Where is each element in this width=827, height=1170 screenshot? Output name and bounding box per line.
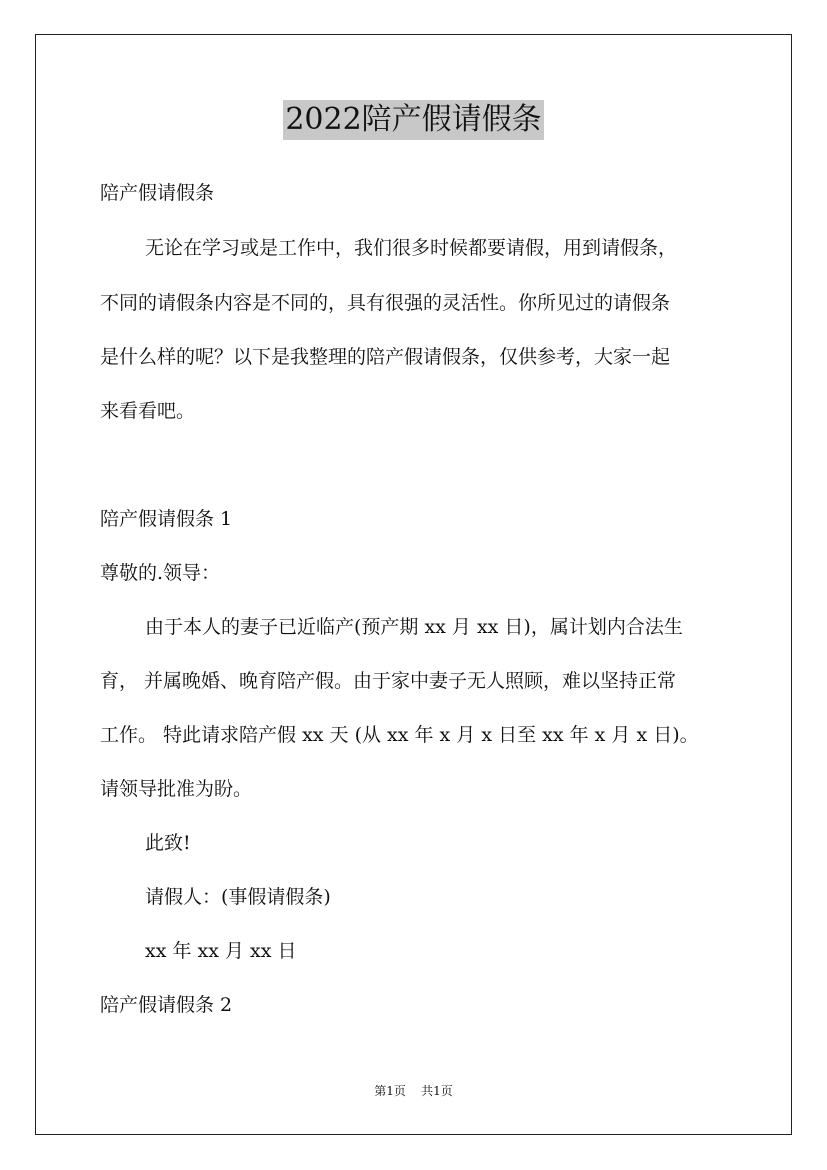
- closing: 此致!: [145, 832, 191, 854]
- date: xx 年 xx 月 xx 日: [145, 940, 297, 962]
- body-line: 由于本人的妻子已近临产(预产期 xx 月 xx 日)，属计划内合法生: [145, 616, 683, 638]
- heading-main: 陪产假请假条: [100, 182, 215, 204]
- body-line: 工作。 特此请求陪产假 xx 天 (从 xx 年 x 月 x 日至 xx 年 x 月 x 日)。: [100, 724, 699, 746]
- intro-line: 来看看吧。: [100, 400, 196, 422]
- page-footer: [0, 1083, 827, 1099]
- signature: 请假人：(事假请假条): [145, 886, 331, 908]
- page-number: 第1页: [374, 1084, 406, 1098]
- intro-line: 无论在学习或是工作中，我们很多时候都要请假，用到请假条，: [145, 237, 678, 259]
- intro-line: 是什么样的呢？以下是我整理的陪产假请假条，仅供参考，大家一起: [100, 346, 671, 368]
- section1-heading: 陪产假请假条 1: [100, 508, 233, 530]
- salutation: 尊敬的.领导：: [100, 562, 221, 584]
- page-total: 共1页: [421, 1084, 453, 1098]
- body-line: 育， 并属晚婚、晚育陪产假。由于家中妻子无人照顾，难以坚持正常: [100, 670, 677, 692]
- body-line: 请领导批准为盼。: [100, 778, 253, 800]
- title-wrap: [0, 100, 827, 140]
- section2-heading: 陪产假请假条 2: [100, 994, 233, 1016]
- intro-line: 不同的请假条内容是不同的，具有很强的灵活性。你所见过的请假条: [100, 292, 671, 314]
- document-title: 2022陪产假请假条: [283, 100, 543, 140]
